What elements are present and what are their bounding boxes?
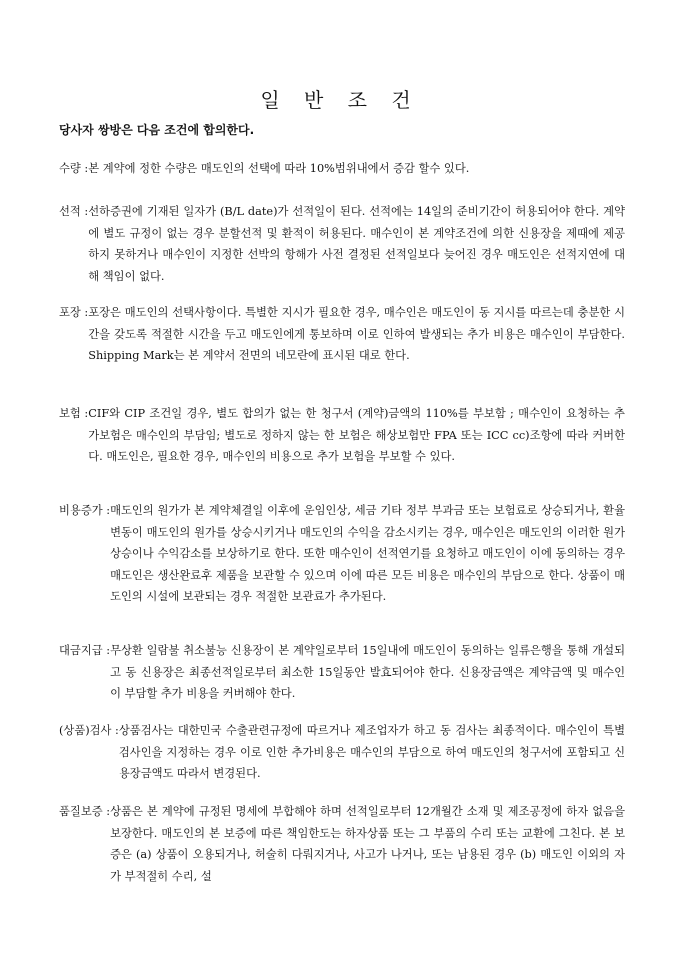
clause-text: 상품검사는 대한민국 수출관련규정에 따르거나 제조업자가 하고 동 검사는 최종적이다. 매수인이 특별검사인을 지정하는 경우 이로 인한 추가비용은 매수인의 부담으로 하여 매도인의 청구서에 포함되고 신용장금액도 따라서 변경된다. — [118, 724, 625, 780]
intro-statement: 당사자 쌍방은 다음 조건에 합의한다. — [59, 123, 255, 137]
clause-text: 본 계약에 정한 수량은 매도인의 선택에 따라 10%범위내에서 증감 할수 있다. — [88, 162, 470, 175]
clause-label: 선적 : — [59, 205, 89, 218]
clause-shipment — [59, 201, 625, 287]
clause-text: 포장은 매도인의 선택사항이다. 특별한 지시가 필요한 경우, 매수인은 매도인이 동 지시를 따르는데 충분한 시간을 갖도록 적절한 시간을 두고 매도인에게 통보하며 이로 인하여 발생되는 추가 비용은 매수인이 부담한다. Shipping Mark는 본 계약서 전면의 네모란에 표시된 대로 한다. — [88, 306, 625, 362]
clause-payment — [59, 640, 625, 705]
clause-text: CIF와 CIP 조건일 경우, 별도 합의가 없는 한 청구서 (계약)금액의 110%를 부보함 ; 매수인이 요청하는 추가보험은 매수인의 부담임; 별도로 정하지 않는 한 보험은 해상보험만 FPA 또는 ICC cc)조항에 따라 커버한다. 매도인은, 필요한 경우, 매수인의 비용으로 추가 보험을 부보할 수 있다. — [88, 407, 625, 463]
clause-text: 무상환 일람불 취소불능 신용장이 본 계약일로부터 15일내에 매도인이 동의하는 일류은행을 통해 개설되고 동 신용장은 최종선적일로부터 최소한 15일동안 발효되어야 한다. 신용장금액은 계약금액 및 매수인이 부담할 추가 비용을 커버해야 한다. — [110, 644, 625, 700]
clause-label: 품질보증 : — [59, 805, 111, 818]
clause-label: 수량 : — [59, 162, 89, 175]
clause-quantity — [59, 158, 625, 180]
clause-cost-increase — [59, 500, 625, 608]
clause-packing — [59, 302, 625, 367]
clause-warranty — [59, 801, 625, 887]
clause-inspection — [59, 720, 625, 785]
document-title: 일 반 조 건 — [260, 88, 420, 112]
clause-text: 매도인의 원가가 본 계약체결일 이후에 운임인상, 세금 기타 정부 부과금 또는 보험료로 상승되거나, 환율변동이 매도인의 원가를 상승시키거나 매도인의 수익을 감소시키는 경우, 매수인은 매도인의 이러한 원가상승이나 수익감소를 보상하기로 한다. 또한 매수인이 선적연기를 요청하고 매도인이 이에 동의하는 경우 매도인은 생산완료후 제품을 보관할 수 있으며 이에 따른 모든 비용은 매수인의 부담으로 한다. 상품이 매도인의 시설에 보관되는 경우 적절한 보관료가 추가된다. — [110, 504, 625, 603]
clause-label: 대금지급 : — [59, 644, 111, 657]
clause-label: 보험 : — [59, 407, 89, 420]
clause-text: 상품은 본 계약에 규정된 명세에 부합해야 하며 선적일로부터 12개월간 소재 및 제조공정에 하자 없음을 보장한다. 매도인의 본 보증에 따른 책임한도는 하자상품 또는 그 부품의 수리 또는 교환에 그친다. 본 보증은 (a) 상품이 오용되거나, 허술히 다뤄지거나, 사고가 나거나, 또는 남용된 경우 (b) 매도인 이외의 자가 부적절히 수리, 설 — [110, 805, 625, 883]
clause-insurance — [59, 403, 625, 468]
clause-label: 비용증가 : — [59, 504, 111, 517]
clause-label: (상품)검사 : — [59, 724, 119, 737]
clause-text: 선하증권에 기재된 일자가 (B/L date)가 선적일이 된다. 선적에는 14일의 준비기간이 허용되어야 한다. 계약에 별도 규정이 없는 경우 분할선적 및 환적이 허용된다. 매수인이 본 계약조건에 의한 신용장을 제때에 제공하지 못하거나 매수인이 지정한 선박의 항해가 사전 결정된 선적일보다 늦어진 경우 매도인은 선적지연에 대해 책임이 없다. — [88, 205, 625, 283]
clause-label: 포장 : — [59, 306, 89, 319]
